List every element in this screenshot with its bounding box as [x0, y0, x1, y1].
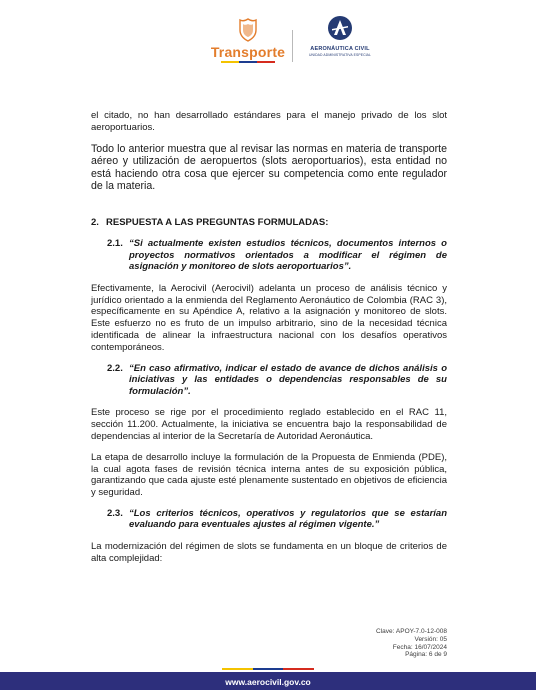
answer-paragraph: La modernización del régimen de slots se fundamenta en un bloque de criterios de alta complejidad: [91, 541, 447, 564]
answer-paragraph: La etapa de desarrollo incluye la formulación de la Propuesta de Enmienda (PDE), la cual agota fases de revisión técnica interna antes de su exposición pública, garantizando que cada ajuste esté plenamente sustentado en objetivos de eficiencia y seguridad. [91, 451, 447, 499]
document-control-info [376, 628, 447, 659]
conclusion-paragraph: Todo lo anterior muestra que al revisar las normas en materia de transporte aéreo y utilización de aeropuertos (slots aeroportuarios), esta entidad no está haciendo otra cosa que ejercer su competencia como ente regulador de la materia. [91, 142, 447, 193]
question-text: “En caso afirmativo, indicar el estado de avance de dichos análisis o iniciativas y las entidades o dependencias responsables de su formulación”. [129, 362, 447, 397]
page-header [0, 0, 536, 80]
section-heading [91, 217, 447, 229]
flag-stripe [221, 61, 275, 63]
question-text: “Si actualmente existen estudios técnicos, documentos internos o proyectos normativos orientados a modificar el régimen de asignación y monitoreo de slots aeroportuarios”. [129, 237, 447, 273]
website-link[interactable]: www.aerocivil.gov.co [225, 677, 311, 687]
doc-date: Fecha: 16/07/2024 [392, 643, 447, 651]
question-number: 2.1. [107, 237, 123, 249]
ministry-name: Transporte [210, 44, 286, 60]
footer-flag-stripe [222, 668, 314, 670]
logo-divider [292, 30, 293, 62]
agency-subtitle: UNIDAD ADMINISTRATIVA ESPECIAL [308, 53, 372, 57]
question-number: 2.3. [107, 507, 123, 519]
document-body [91, 110, 447, 574]
question-text: “Los criterios técnicos, operativos y regulatorios que se estarían evaluando para eventuales ajustes al régimen vigente.” [129, 507, 447, 531]
intro-paragraph: el citado, no han desarrollado estándares para el manejo privado de los slot aeroportuarios. [91, 110, 447, 133]
coat-of-arms-icon [238, 18, 258, 42]
question-2-2 [107, 363, 447, 398]
doc-code: Clave: APOY-7.0-12-008 [376, 628, 447, 635]
footer-bar [0, 672, 536, 690]
answer-paragraph: Efectivamente, la Aerocivil (Aerocivil) adelanta un proceso de análisis técnico y jurídico orientado a la enmienda del Reglamento Aeronáutico de Colombia (RAC 3), específicamente en su Apéndice A, relativo a la asignación y monitoreo de slots. Este esfuerzo no es fruto de un impulso arbitrario, sino de la necesidad técnica identificada de alinear la infraestructura nacional con los desafíos operativos contemporáneos. [91, 282, 447, 353]
section-number: 2. [91, 216, 99, 228]
question-2-3 [107, 508, 447, 531]
answer-paragraph: Este proceso se rige por el procedimiento reglado establecido en el RAC 11, sección 11.200. Actualmente, la iniciativa se encuentra bajo la responsabilidad de dependencias al interior de la Secretaría de Autoridad Aeronáutica. [91, 407, 447, 442]
page-number: Página: 6 de 9 [405, 651, 447, 659]
question-number: 2.2. [107, 362, 123, 374]
aerocivil-logo [300, 16, 390, 72]
transporte-logo [208, 18, 288, 68]
section-title: RESPUESTA A LAS PREGUNTAS FORMULADAS: [106, 216, 329, 228]
agency-name: AERONÁUTICA CIVIL [310, 46, 370, 52]
aerocivil-emblem-icon [328, 16, 352, 40]
doc-version: Versión: 05 [414, 635, 447, 643]
question-2-1 [107, 238, 447, 273]
